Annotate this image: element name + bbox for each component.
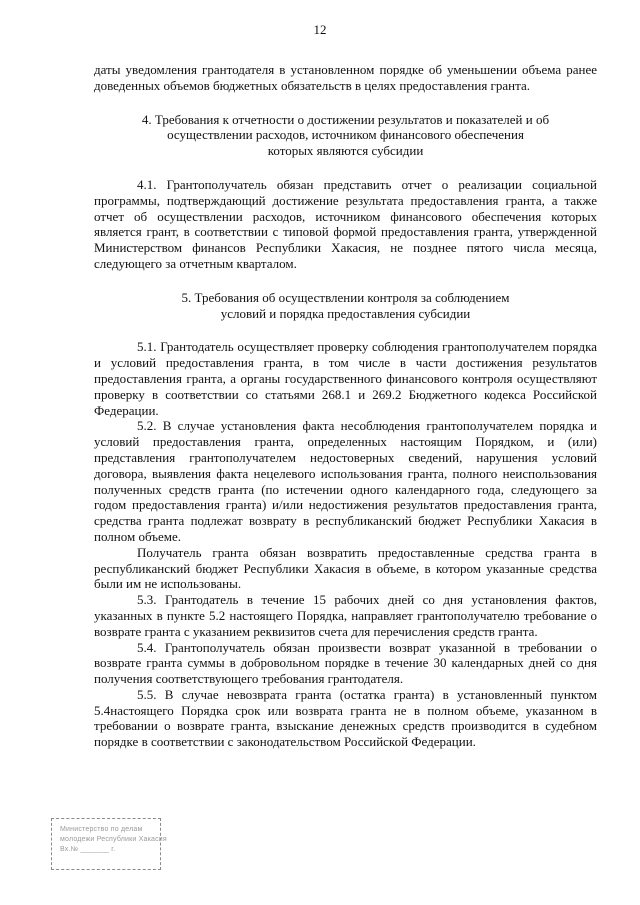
stamp-line: Вх.№ _______ г.: [60, 846, 116, 853]
paragraph-4-1: 4.1. Грантополучатель обязан представить отчет о реализации социальной программы, подтверждающий достижение результата предоставления гранта, а также отчет об осуществлении расходов, источником финансового обеспечения которых является грант, в соответствии с типовой формой предоставления гранта, утвержденной Министерством финансов Республики Хакасия, не позднее пятого числа месяца, следующего за отчетным кварталом.: [94, 176, 597, 271]
paragraph-5-2: 5.2. В случае установления факта несоблюдения грантополучателем порядка и условий предоставления гранта, определенных настоящим Порядком, и (или) представления грантополучателем недостоверных сведений, нарушения условий договора, выявления факта нецелевого использования гранта, полного неиспользования полученных средств гранта (по истечении одного календарного года, следующего за годом предоставления гранта) и/или недостижения результатов предоставления гранта, средства гранта подлежат возврату в республиканский бюджет Республики Хакасия в полном объеме.: [94, 418, 597, 544]
registration-stamp: [51, 818, 167, 870]
paragraph-5-5: 5.5. В случае невозврата гранта (остатка гранта) в установленный пунктом 5.4настоящего Порядка срок или возврата гранта не в полном объеме, указанном в требовании о возврате гранта, взыскание денежных средств производится в судебном порядке в соответствии с законодательством Российской Федерации.: [94, 686, 597, 750]
section-4-heading: [94, 112, 597, 159]
section-4-heading-line: которых являются субсидии: [267, 143, 424, 159]
stamp-line: молодежи Республики Хакасия: [60, 836, 167, 843]
section-5-heading: [94, 290, 597, 322]
paragraph-5-1: 5.1. Грантодатель осуществляет проверку соблюдения грантополучателем порядка и условий предоставления гранта, в том числе в части достижения результатов предоставления гранта, а органы государственного финансового контроля осуществляют проверку в соответствии со статьями 268.1 и 269.2 Бюджетного кодекса Российской Федерации.: [94, 339, 597, 418]
stamp-line: Министерство по делам: [60, 826, 143, 833]
paragraph-5-3: 5.3. Грантодатель в течение 15 рабочих дней со дня установления фактов, указанных в пункте 5.2 настоящего Порядка, направляет грантополучателю требование о возврате гранта с указанием реквизитов счета для перечисления средств гранта.: [94, 592, 597, 639]
paragraph-return-obligation: Получатель гранта обязан возвратить предоставленные средства гранта в республиканский бюджет Республики Хакасия в объеме, в котором указанные средства были им не использованы.: [94, 544, 597, 592]
document-body: [94, 62, 597, 750]
section-4-heading-line: 4. Требования к отчетности о достижении результатов и показателей и об: [141, 111, 550, 127]
intro-paragraph: даты уведомления грантодателя в установленном порядке об уменьшении объема ранее доведенных объемов бюджетных обязательств в целях предоставления гранта.: [94, 62, 597, 93]
page-number: 12: [313, 22, 327, 37]
section-5-heading-line: 5. Требования об осуществлении контроля за соблюдением: [181, 289, 510, 305]
section-4-heading-line: осуществлении расходов, источником финансового обеспечения: [167, 127, 524, 143]
paragraph-5-4: 5.4. Грантополучатель обязан произвести возврат указанной в требовании о возврате гранта суммы в добровольном порядке в течение 30 календарных дней со дня получения соответствующего требования грантодателя.: [94, 639, 597, 687]
section-5-heading-line: условий и порядка предоставления субсидии: [220, 305, 471, 321]
